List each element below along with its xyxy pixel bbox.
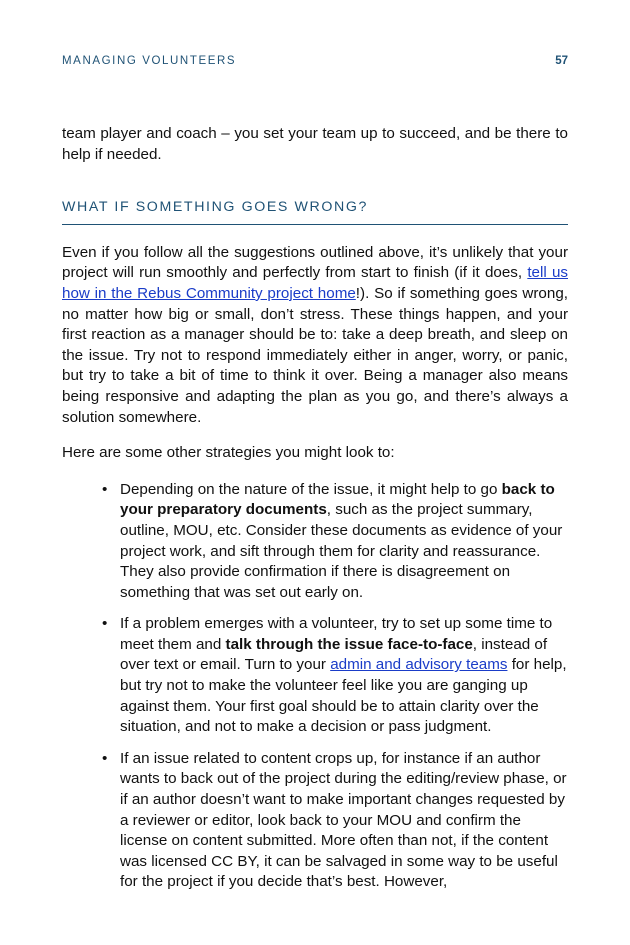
running-header-title: MANAGING VOLUNTEERS [62, 55, 237, 67]
strategies-list [62, 480, 568, 893]
rebus-project-home-link[interactable]: tell us how in the Rebus Community project home [62, 264, 568, 302]
intro-paragraph [62, 243, 568, 428]
list-item [102, 749, 568, 893]
list-item-text-b: , such as the project summary, outline, MOU, etc. Consider these documents as evidence of your project work, and sift through them for clarity and reassurance. They also provide confirmation if there is disagreement on something that was set out early on. [120, 501, 563, 601]
list-item-text-a: If a problem emerges with a volunteer, try to set up some time to meet them and [120, 615, 553, 653]
bullet-marker: • [102, 749, 108, 767]
continued-paragraph: team player and coach – you set your team up to succeed, and be there to help if needed. [62, 125, 568, 163]
bullet-marker: • [102, 615, 108, 633]
page-content [62, 124, 568, 904]
list-item-bold: talk through the issue face-to-face [225, 635, 473, 653]
running-header [62, 55, 568, 71]
list-item-text: If an issue related to content crops up, for instance if an author wants to back out of the project during the editing/review phase, or if an author doesn’t want to make important changes requested by a reviewer or editor, look back to your MOU and confirm the license on content submitted. More often than not, if the content was licensed CC BY, it can be salvaged in some way to be useful for the project if you decide that’s best. However, [120, 749, 567, 891]
intro-text-a: Even if you follow all the suggestions outlined above, it’s unlikely that your project will run smoothly and perfectly from start to finish (if it does, [62, 243, 568, 282]
list-item-text-b: for help, but try not to make the volunteer feel like you are ganging up against them. Your first goal should be to attain clarity over the situation, and not to make a decision or pass judgment. [120, 656, 567, 736]
list-item [102, 480, 568, 604]
intro-text-b: !). So if something goes wrong, no matter how big or small, don’t stress. These things happen, and your first reaction as a manager should be to: take a deep breath, and sleep on the issue. Try not to respond immediately either in anger, worry, or panic, but try to take a bit of time to think it over. Being a manager also means being responsive and adapting the plan as you go, and there’s always a solution somewhere. [62, 284, 568, 426]
admin-advisory-teams-link[interactable]: admin and advisory teams [330, 656, 508, 674]
list-item-text-a: Depending on the nature of the issue, it might help to go [120, 480, 502, 498]
strategies-intro: Here are some other strategies you might look to: [62, 444, 395, 462]
bullet-marker: • [102, 480, 108, 498]
list-item-bold: back to your preparatory documents [120, 480, 555, 519]
list-item [102, 614, 568, 738]
page-number: 57 [555, 55, 568, 67]
list-item-text-mid: , instead of over text or email. Turn to your [120, 635, 548, 674]
section-heading: WHAT IF SOMETHING GOES WRONG? [62, 197, 568, 225]
